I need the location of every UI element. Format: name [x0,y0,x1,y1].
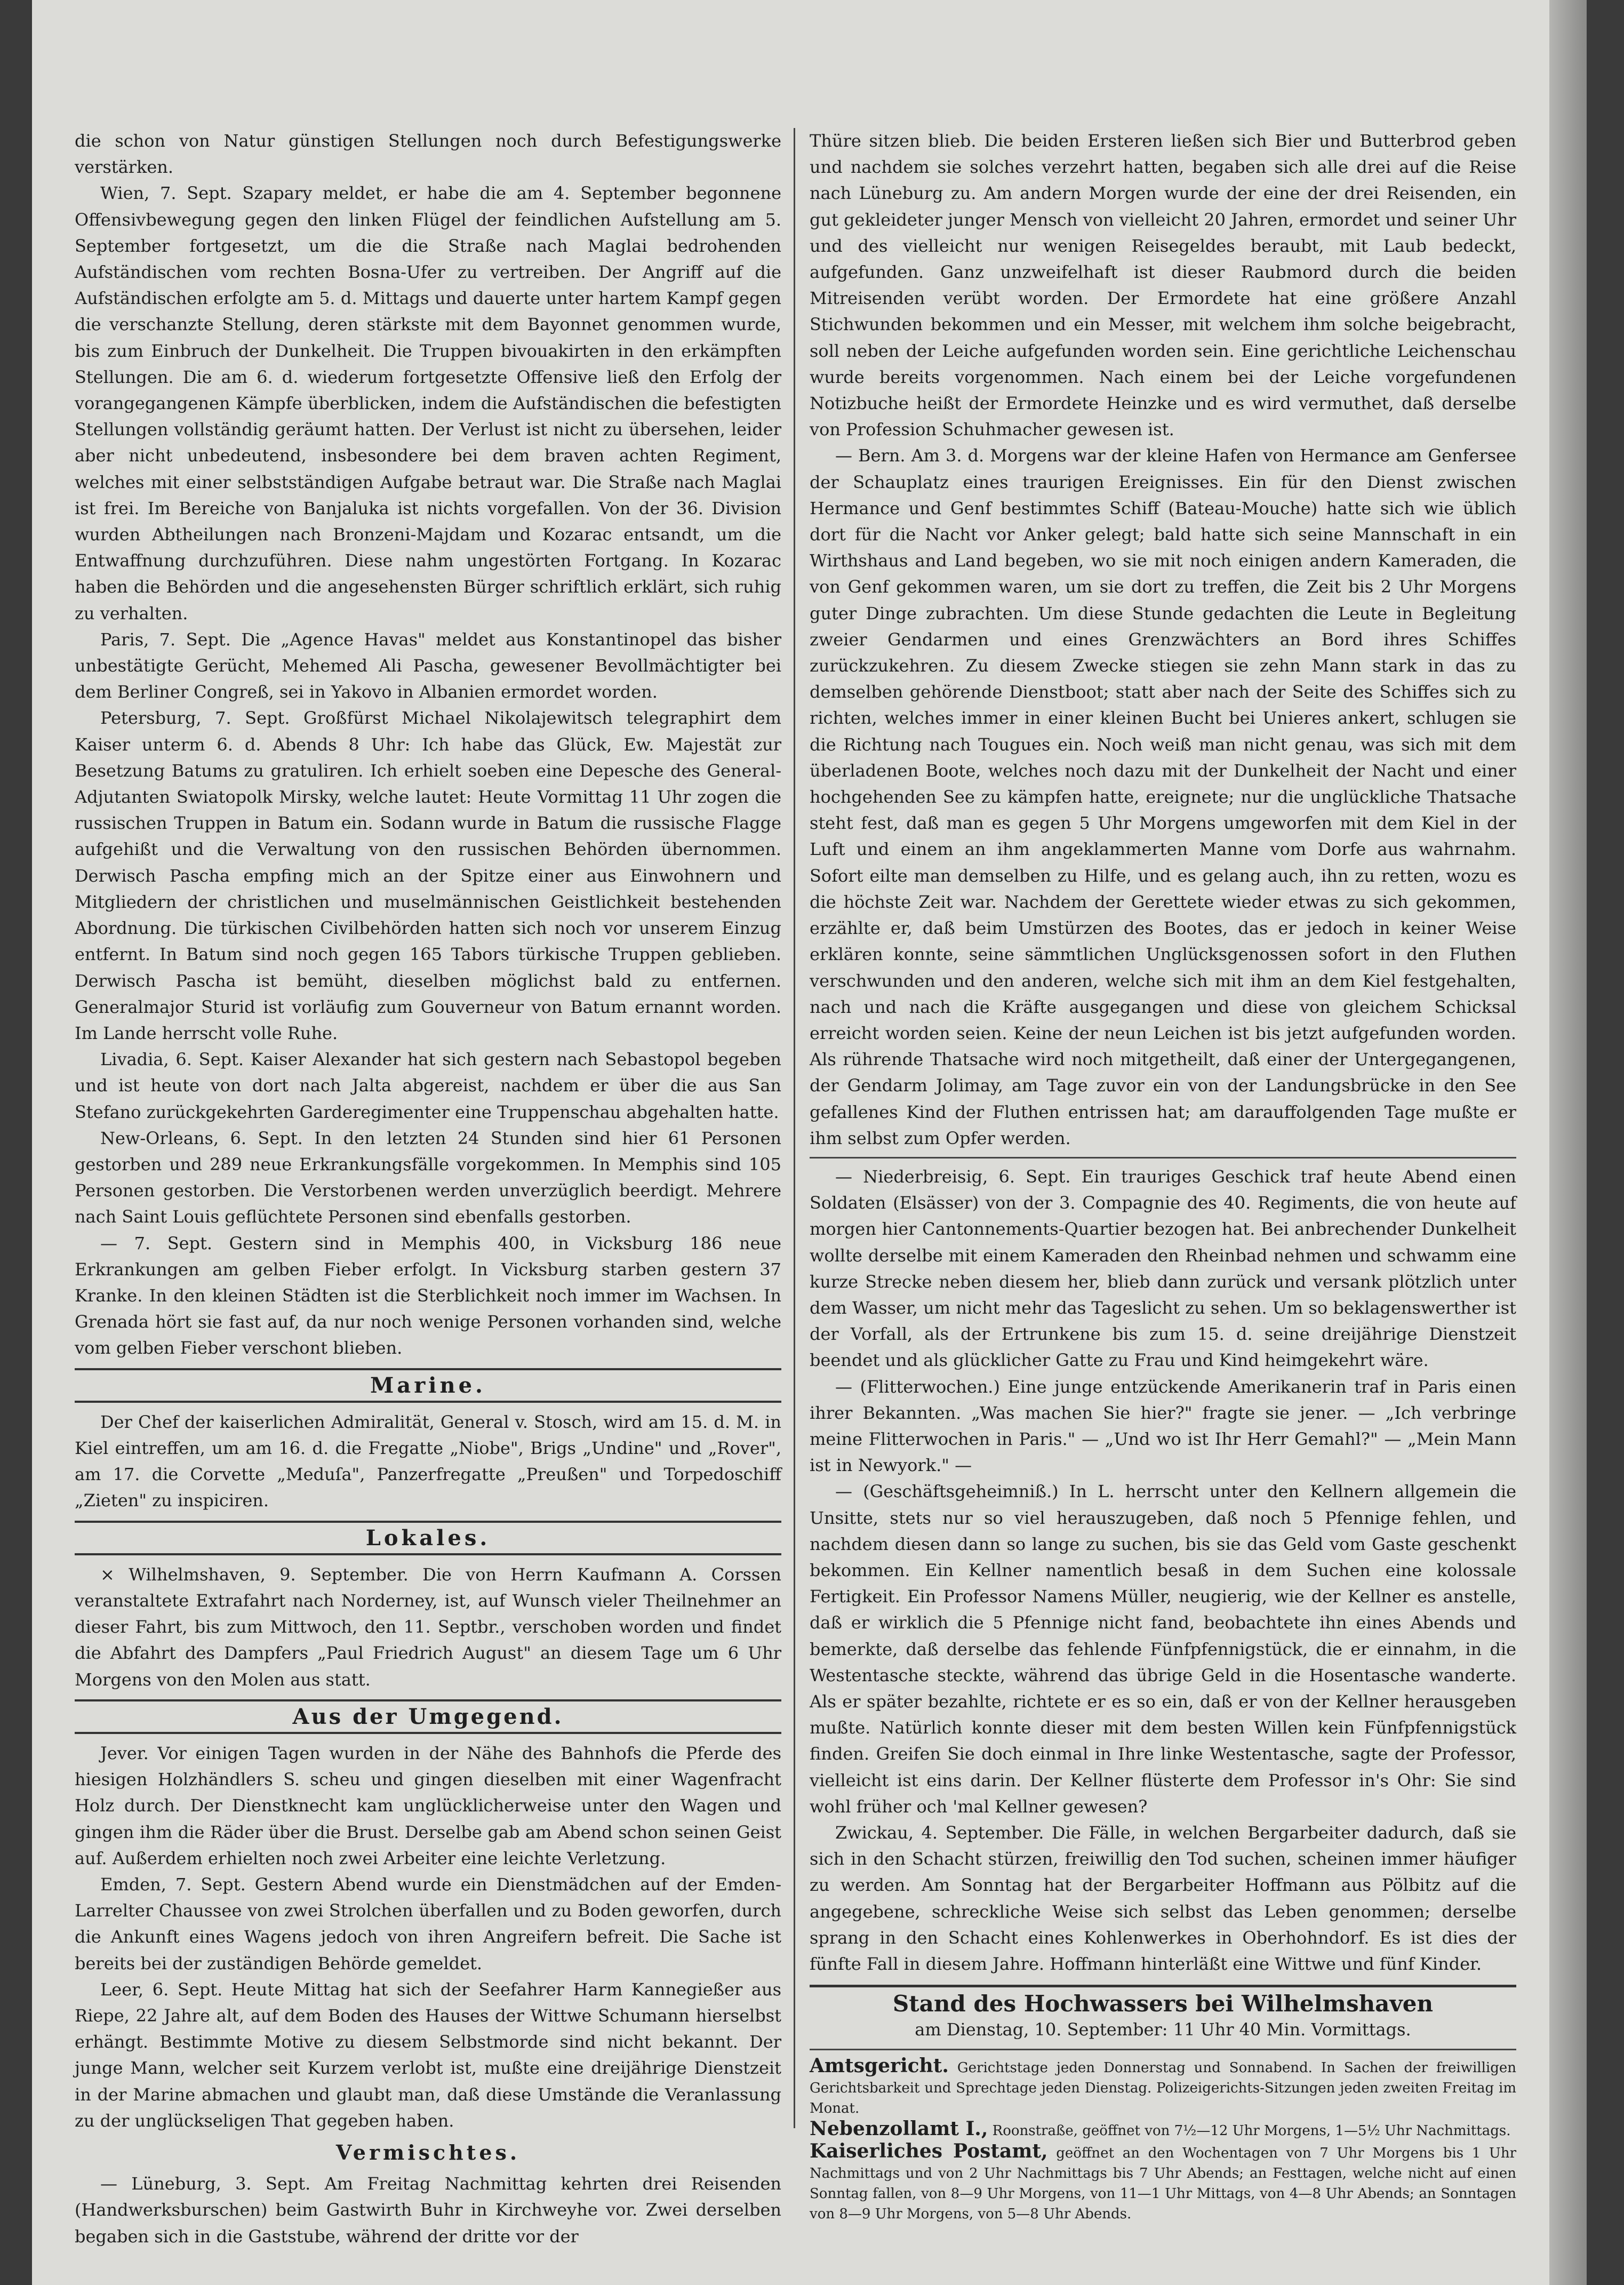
notice-postamt [810,2141,1516,2224]
right-column [810,128,1516,2224]
notice-text: Roonstraße, geöffnet von 7½—12 Uhr Morgens, 1—5½ Uhr Nachmittags. [992,2122,1511,2139]
article-geschaeftsgeheimniss: — (Geschäftsgeheimniß.) In L. herrscht unter den Kellnern allgemein die Unsitte, stets nur so viel herauszugeben, daß noch 5 Pfennige fehlen, und nachdem diesen dann so lange zu suchen, bis sie das Geld vom Gaste geschenkt bekommen. Ein Kellner namentlich besaß in dem Suchen eine kolossale Fertigkeit. Ein Professor Namens Müller, neugierig, wie der Kellner es anstelle, daß er wirklich die 5 Pfennige nicht fand, beobachtete ihn eines Abends und bemerkte, daß derselbe das fehlende Fünfpfennigstück, die er einnahm, in die Westentasche steckte, während das übrige Geld in die Hosentasche wanderte. Als er später bezahlte, richtete er es so ein, daß er von der Kellner herausgeben mußte. Natürlich konnte dieser mit dem besten Willen kein Fünfpfennigstück finden. Greifen Sie doch einmal in Ihre linke Westentasche, sagte der Professor, vielleicht ist eins darin. Der Kellner flüsterte dem Professor in's Ohr: Sie sind wohl früher och 'mal Kellner gewesen? [810,1481,1516,1817]
article-new-orleans: New-Orleans, 6. Sept. In den letzten 24 Stunden sind hier 61 Personen gestorben und 289 neue Erkrankungsfälle vorgekommen. In Memphis sind 105 Personen gestorben. Die Verstorbenen werden unverzüglich beerdigt. Mehrere nach Saint Louis geflüchtete Personen sind ebenfalls gestorben. [75,1128,781,1227]
article-petersburg: Petersburg, 7. Sept. Großfürst Michael Nikolajewitsch telegraphirt dem Kaiser unterm 6. d. Abends 8 Uhr: Ich habe das Glück, Ew. Majestät zur Besetzung Batums zu gratuliren. Ich erhielt soeben eine Depesche des General-Adjutanten Swiatopolk Mirsky, welche lautet: Heute Vormittag 11 Uhr zogen die russischen Truppen in Batum ein. Sodann wurde in Batum die russische Flagge aufgehißt und die Verwaltung von den russischen Behörden übernommen. Derwisch Pascha empfing mich an der Spitze einer aus Einwohnern und Mitgliedern der christlichen und muselmännischen Geistlichkeit bestehenden Abordnung. Die türkischen Civilbehörden hatten sich noch vor unserem Einzug entfernt. In Batum sind noch gegen 165 Tabors türkische Truppen geblieben. Derwisch Pascha ist bemüht, dieselben möglichst bald zu entfernen. Generalmajor Sturid ist vorläufig zum Gouverneur von Batum ernannt worden. Im Lande herrscht volle Ruhe. [75,708,781,1043]
article-marine: Der Chef der kaiserlichen Admiralität, General v. Stosch, wird am 15. d. M. in Kiel eintreffen, um am 16. d. die Fregatte „Niobe", Brigs „Undine" und „Rover", am 17. die Corvette „Meduſa", Panzerfregatte „Preußen" und Torpedoschiff „Zieten" zu inspiciren. [75,1411,781,1511]
left-column [75,128,781,2250]
section-heading-marine: Marine. [75,1368,781,1403]
article-leer: Leer, 6. Sept. Heute Mittag hat sich der Seefahrer Harm Kannegießer aus Riepe, 22 Jahre alt, auf dem Boden des Hauses der Wittwe Schumann hierselbst erhängt. Bestimmte Motive zu diesem Selbstmorde sind nicht bekannt. Der junge Mann, welcher seit Kurzem verlobt ist, mußte eine dreijährige Dienstzeit in der Marine abmachen und glaubt man, daß diese Umstände die Veranlassung zu der unglückseligen That gegeben haben. [75,1979,781,2131]
notice-heading: Nebenzollamt I., [810,2117,988,2140]
column-divider [794,128,795,2128]
article-wilhelmshaven: × Wilhelmshaven, 9. September. Die von Herrn Kaufmann A. Corssen veranstaltete Extrafahrt nach Norderney, ist, auf Wunsch vieler Theilnehmer an dieser Fahrt, bis zum Mittwoch, den 11. Septbr., verschoben worden und findet die Abfahrt des Dampfers „Paul Friedrich August" an diesem Tage um 6 Uhr Morgens von den Molen aus statt. [75,1564,781,1690]
section-heading-lokales: Lokales. [75,1521,781,1555]
article-jever: Jever. Vor einigen Tagen wurden in der Nähe des Bahnhofs die Pferde des hiesigen Holzhändlers S. scheu und gingen dieselben mit einer Wagenfracht Holz durch. Der Dienstknecht kam unglücklicherweise unter den Wagen und gingen ihm die Räder über die Brust. Derselbe gab am Abend schon seinen Geist auf. Außerdem erhielten noch zwei Arbeiter eine leichte Verletzung. [75,1743,781,1868]
article-livadia: Livadia, 6. Sept. Kaiser Alexander hat sich gestern nach Sebastopol begeben und ist heute von dort nach Jalta abgereist, nachdem er über die aus San Stefano zurückgekehrten Garderegimenter eine Truppenschau abgehalten hatte. [75,1049,781,1122]
high-water-time: am Dienstag, 10. September: 11 Uhr 40 Min. Vormittags. [915,2019,1411,2040]
newspaper-page [32,0,1587,2285]
notice-heading: Kaiserliches Postamt, [810,2139,1048,2162]
article-lueneburg-continued: Thüre sitzen blieb. Die beiden Ersteren ließen sich Bier und Butterbrod geben und nachdem sie solches verzehrt hatten, begaben sich alle drei auf die Reise nach Lüneburg zu. Am andern Morgen wurde der eine der drei Reisenden, ein gut gekleideter junger Mensch von vielleicht 20 Jahren, ermordet und seiner Uhr und des vielleicht nur wenigen Reisegeldes beraubt, mit Laub bedeckt, aufgefunden. Ganz unzweifelhaft ist dieser Raubmord durch die beiden Mitreisenden verübt worden. Der Ermordete hat eine größere Anzahl Stichwunden bekommen und ein Messer, mit welchem ihm solche beigebracht, soll neben der Leiche aufgefunden worden sein. Eine gerichtliche Leichenschau wurde bereits vorgenommen. Nach einem bei der Leiche vorgefundenen Notizbuche heißt der Ermordete Heinzke und es wird vermuthet, daß derselbe von Profession Schuhmacher gewesen ist. [810,131,1516,440]
article-zwickau: Zwickau, 4. September. Die Fälle, in welchen Bergarbeiter dadurch, daß sie sich in den Schacht stürzen, freiwillig den Tod suchen, scheinen immer häufiger zu werden. Am Sonntag hat der Bergarbeiter Hoffmann aus Pölbitz auf die angegebene, schreckliche Weise sich selbst das Leben genommen; derselbe sprang in den Schacht eines Kohlenwerkes in Oberhohndorf. Es ist dies der fünfte Fall in diesem Jahre. Hoffmann hinterläßt eine Wittwe und fünf Kinder. [810,1823,1516,1975]
notice-text: geöffnet an den Wochentagen von 7 Uhr Morgens bis 1 Uhr Nachmittags und von 2 Uhr Nachmittags bis 7 Uhr Abends; an Festtagen, welche nicht auf einen Sonntag fallen, von 8—9 Uhr Morgens, von 11—1 Uhr Mittags, von 4—8 Uhr Abends; an Sonntagen von 8—9 Uhr Morgens, von 5—8 Uhr Abends. [810,2145,1517,2222]
article-bern: — Bern. Am 3. d. Morgens war der kleine Hafen von Hermance am Genfersee der Schauplatz eines traurigen Ereignisses. Ein für den Dienst zwischen Hermance und Genf bestimmtes Schiff (Bateau-Mouche) hatte sich wie üblich dort für die Nacht vor Anker gelegt; bald hatte sich seine Mannschaft in ein Wirthshaus and Land begeben, wo sie mit noch einigen andern Kameraden, die von Genf gekommen waren, um sie dort zu treffen, die Zeit bis 2 Uhr Morgens guter Dinge zubrachten. Um diese Stunde gedachten die Leute in Begleitung zweier Gendarmen und eines Grenzwächters an Bord ihres Schiffes zurückzukehren. Zu diesem Zwecke stiegen sie zehn Mann stark in das zu demselben gehörende Dienstboot; statt aber nach der Seite des Schiffes sich zu richten, welches immer in einer kleinen Bucht bei Unieres ankert, schlugen sie die Richtung nach Tougues ein. Noch weiß man nicht genau, was sich mit dem überladenen Boote, welches noch dazu mit der Dunkelheit der Nacht und einer hochgehenden See zu kämpfen hatte, ereignete; nur die unglückliche Thatsache steht fest, daß man es gegen 5 Uhr Morgens umgeworfen mit dem Kiel in der Luft und einem an ihm angeklammerten Manne vom Dorfe aus wahrnahm. Sofort eilte man demselben zu Hilfe, und es gelang auch, ihn zu retten, wozu es die höchste Zeit war. Nachdem der Gerettete wieder etwas zu sich gekommen, erzählte er, daß beim Umstürzen des Bootes, das er jedoch in keiner Weise erklären konnte, seine sämmtlichen Unglücksgenossen sofort in den Fluthen verschwunden und den anderen, welche sich mit ihm an dem Kiel festgehalten, nach und nach die Kräfte ausgegangen und diese von gleichem Schicksal erreicht worden seien. Keine der neun Leichen ist bis jetzt aufgefunden worden. Als rührende Thatsache wird noch mitgetheilt, daß einer der Untergegangenen, der Gendarm Jolimay, am Tage zuvor ein von der Landungsbrücke in den See gefallenes Kind der Fluthen entrissen hat; am darauffolgenden Tage mußte er ihm selbst zum Opfer werden. [810,445,1516,1148]
article-flitterwochen: — (Flitterwochen.) Eine junge entzückende Amerikanerin traf in Paris einen ihrer Bekannten. „Was machen Sie hier?" fragte sie jener. — „Ich verbringe meine Flitterwochen in Paris." — „Und wo ist Ihr Herr Gemahl?" — „Mein Mann ist in Newyork." — [810,1376,1516,1476]
notice-amtsgericht [810,2056,1516,2119]
section-heading-vermischtes: Vermischtes. [335,2140,521,2165]
notice-nebenzollamt [810,2119,1516,2141]
high-water-heading: Stand des Hochwassers bei Wilhelmshaven [810,1985,1516,2017]
notice-heading: Amtsgericht. [810,2054,949,2077]
article-paris: Paris, 7. Sept. Die „Agence Havas" meldet aus Konstantinopel das bisher unbestätigte Gerücht, Mehemed Ali Pascha, gewesener Bevollmächtigter bei dem Berliner Congreß, sei in Yakovo in Albanien ermordet worden. [75,629,781,702]
article-lueneburg: — Lüneburg, 3. Sept. Am Freitag Nachmittag kehrten drei Reisenden (Handwerksburschen) beim Gastwirth Buhr in Kirchweyhe vor. Zwei derselben begaben sich in die Gaststube, während der dritte vor der [75,2174,781,2247]
section-heading-umgegend: Aus der Umgegend. [75,1699,781,1734]
divider [810,2049,1516,2050]
article-wien: Wien, 7. Sept. Szapary meldet, er habe die am 4. September begonnene Offensivbewegung gegen den linken Flügel der feindlichen Aufstellung am 5. September fortgesetzt, um die die Straße nach Maglai bedrohenden Aufständischen vom rechten Bosna-Ufer zu vertreiben. Der Angriff auf die Aufständischen erfolgte am 5. d. Mittags und dauerte unter hartem Kampf gegen die verschanzte Stellung, deren stärkste mit dem Bayonnet genommen wurde, bis zum Einbruch der Dunkelheit. Die Truppen bivouakirten in den erkämpften Stellungen. Die am 6. d. wiederum fortgesetzte Offensive ließ den Erfolg der vorangegangenen Kämpfe überblicken, indem die Aufständischen die befestigten Stellungen vollständig geräumt hatten. Der Verlust ist nicht zu übersehen, leider aber nicht unbedeutend, insbesondere bei dem braven achten Regiment, welches mit einer selbstständigen Aufgabe betraut war. Die Straße nach Maglai ist frei. Im Bereiche von Banjaluka ist nichts vorgefallen. Von der 36. Division wurden Abtheilungen nach Bronzeni-Majdam und Kozarac entsandt, um die Entwaffnung durchzuführen. Diese nahm ungestörten Fortgang. In Kozarac haben die Behörden und die angesehensten Bürger schriftlich erklärt, sich ruhig zu verhalten. [75,183,781,624]
article-paragraph: die schon von Natur günstigen Stellungen noch durch Befestigungswerke verstärken. [75,131,781,178]
notice-text: Gerichtstage jeden Donnerstag und Sonnabend. In Sachen der freiwilligen Gerichtsbarkeit und Sprechtage jeden Dienstag. Polizeigerichts-Sitzungen jeden zweiten Freitag im Monat. [810,2059,1517,2116]
page-edge [1549,0,1587,2285]
article-yellow-fever: — 7. Sept. Gestern sind in Memphis 400, in Vicksburg 186 neue Erkrankungen am gelben Fieber erfolgt. In Vicksburg starben gestern 37 Kranke. In den kleinen Städten ist die Sterblichkeit noch immer im Wachsen. In Grenada hört sie fast auf, da nur noch wenige Personen vorhanden sind, welche vom gelben Fieber verschont blieben. [75,1233,781,1359]
article-emden: Emden, 7. Sept. Gestern Abend wurde ein Dienstmädchen auf der Emden-Larrelter Chaussee von zwei Strolchen überfallen und zu Boden geworfen, durch die Ankunft eines Wagens jedoch von ihren Angreifern befreit. Die Sache ist bereits bei der zuständigen Behörde gemeldet. [75,1874,781,1974]
article-niederbreisig: — Niederbreisig, 6. Sept. Ein trauriges Geschick traf heute Abend einen Soldaten (Elsässer) von der 3. Compagnie des 40. Regiments, die von heute auf morgen hier Cantonnements-Quartier bezogen hat. Bei anbrechender Dunkelheit wollte derselbe mit einem Kameraden den Rheinbad nehmen und schwamm eine kurze Strecke neben diesem her, blieb dann zurück und versank plötzlich unter dem Wasser, um nicht mehr das Tageslicht zu sehen. Um so beklagenswerther ist der Vorfall, als der Ertrunkene bis zum 15. d. seine dreijährige Dienstzeit beendet und als glücklicher Gatte zu Frau und Kind heimgekehrt wäre. [810,1166,1516,1371]
divider [810,1157,1516,1159]
